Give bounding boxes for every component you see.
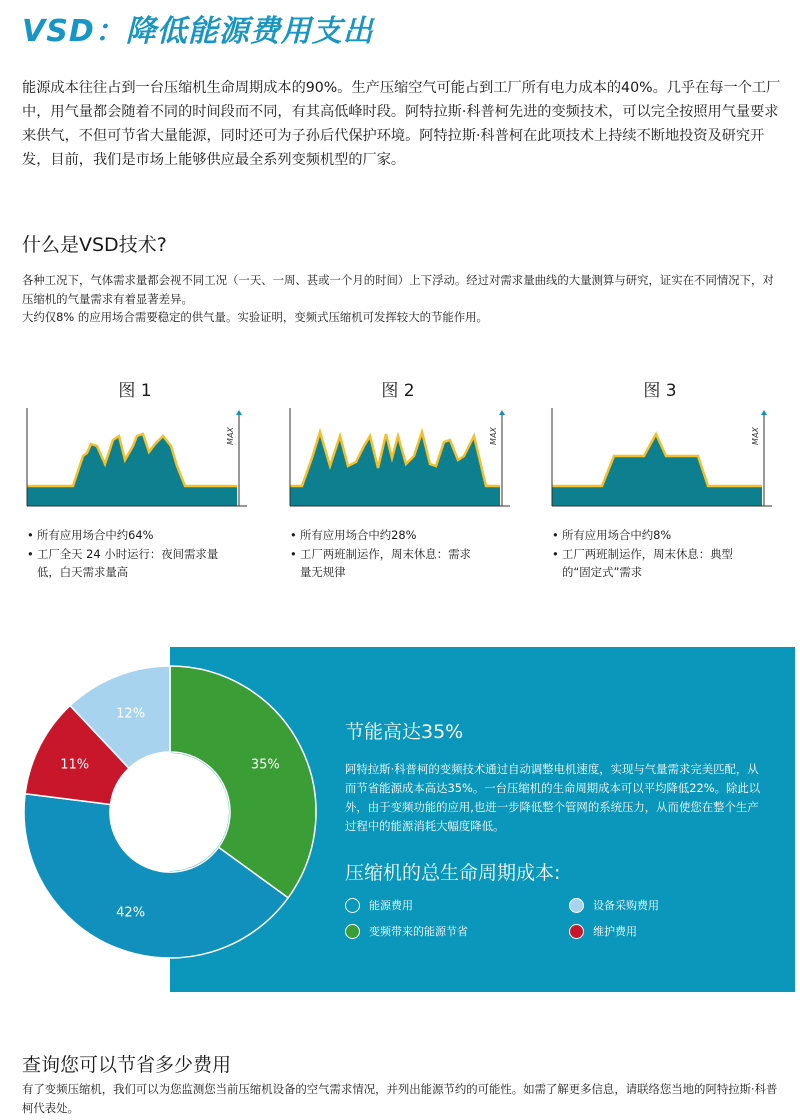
savings-title: 节能高达35%: [345, 721, 464, 743]
figure-3-note: • 所有应用场合中约8%: [552, 528, 672, 542]
figure-1-note: • 所有应用场合中约64%: [27, 528, 154, 542]
figure-2-note: • 工厂两班制运作，周末休息：需求量无规律: [290, 546, 471, 579]
figure-1-note: • 工厂全天 24 小时运行：夜间需求量低，白天需求量高: [27, 546, 219, 579]
figure-1-title: 图 1: [118, 381, 152, 401]
legend-swatch-icon: [569, 898, 584, 913]
figure-3-title: 图 3: [643, 381, 677, 401]
figure-2-note: • 所有应用场合中约28%: [290, 528, 417, 542]
vsd-section-body: [22, 271, 782, 327]
figure-3-demand-area: [552, 434, 762, 506]
lifecycle-cost-donut-chart: [0, 664, 330, 964]
figure-2-title: 图 2: [381, 381, 415, 401]
donut-slice-label: 42%: [116, 905, 146, 921]
figure-2-demand-chart: [288, 406, 513, 521]
check-savings-body: 有了变频压缩机，我们可以为您监测您当前压缩机设备的空气需求情况，并列出能源节约的可能性。如需了解更多信息，请联络您当地的阿特拉斯·科普柯代表处。: [22, 1082, 778, 1115]
legend-swatch-icon: [569, 924, 584, 939]
intro-paragraph: 能源成本往往占到一台压缩机生命周期成本的90%。生产压缩空气可能占到工厂所有电力成本的40%。几乎在每一个工厂中，用气量都会随着不同的时间段而不同，有其高低峰时段。阿特拉斯·科普柯先进的变频技术，可以完全按照用气量要求来供气，不但可节省大量能源，同时还可为子孙后代保护环境。阿特拉斯·科普柯在此项技术上持续不断地投资及研究开发，目前，我们是市场上能够供应最全系列变频机型的厂家。: [22, 80, 781, 168]
page-title: VSD：降低能源费用支出: [22, 14, 374, 49]
figure-3-max-label: MAX: [751, 427, 760, 445]
check-savings-heading: 查询您可以节省多少费用: [22, 1054, 232, 1076]
figure-1-demand-chart: [25, 406, 250, 521]
figure-3-demand-chart: [550, 406, 775, 521]
figure-2-max-marker: [499, 410, 505, 415]
figure-1-max-marker: [236, 410, 242, 415]
savings-body: 阿特拉斯·科普柯的变频技术通过自动调整电机速度，实现与气量需求完美匹配，从而节省能源成本高达35%。一台压缩机的生命周期成本可以平均降低22%。除此以外，由于变频功能的应用,也进一步降低整个管网的系统压力，从而使您在整个生产过程中的能源消耗大幅度降低。: [345, 762, 761, 833]
figure-1-notes: [27, 526, 277, 582]
donut-slice-label: 11%: [60, 757, 90, 773]
figure-3-note: • 工厂两班制运作，周末休息：典型的“固定式”需求: [552, 546, 733, 579]
legend-swatch-icon: [345, 924, 360, 939]
donut-slice-label: 35%: [250, 757, 280, 773]
figure-2-notes: [290, 526, 540, 582]
donut-slice-label: 12%: [116, 706, 146, 722]
legend-swatch-icon: [345, 898, 360, 913]
figure-1-max-label: MAX: [226, 427, 235, 445]
figure-3-max-marker: [761, 410, 767, 415]
vsd-section-heading: 什么是VSD技术?: [22, 234, 167, 256]
figure-2-max-label: MAX: [489, 427, 498, 445]
lifecycle-cost-title: 压缩机的总生命周期成本:: [345, 862, 561, 884]
vsd-paragraph-2: 大约仅8% 的应用场合需要稳定的供气量。实验证明，变频式压缩机可发挥较大的节能作用。: [22, 310, 488, 324]
vsd-paragraph-1: 各种工况下，气体需求量都会视不同工况（一天、一周、甚或一个月的时间）上下浮动。经过对需求量曲线的大量测算与研究，证实在不同情况下，对压缩机的气量需求有着显著差异。: [22, 273, 774, 306]
donut-hole: [111, 753, 229, 871]
figure-3-notes: [552, 526, 800, 582]
figure-1-demand-area: [27, 434, 237, 506]
